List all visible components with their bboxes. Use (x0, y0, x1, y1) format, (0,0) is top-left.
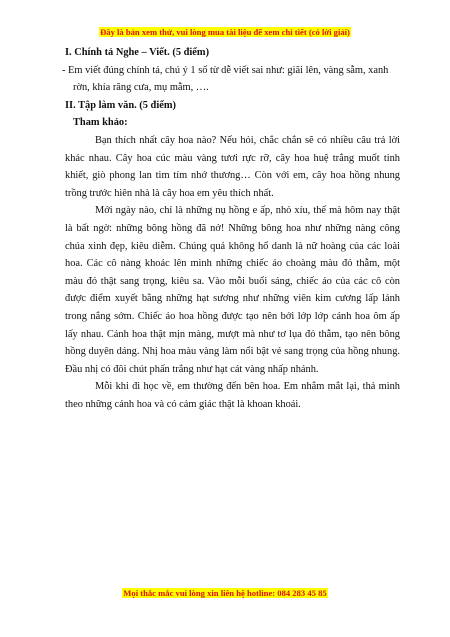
section-title-essay: II. Tập làm văn. (5 điểm) (65, 99, 176, 111)
essay-paragraph-3: Mỗi khi đi học về, em thường đến bên hoa. Em nhắm mắt lại, thả mình theo những cánh hoa và có cảm giác thật là khoan khoái. (65, 381, 400, 410)
essay-paragraph-2: Mới ngày nào, chỉ là những nụ hồng e ấp, nhỏ xíu, thế mà hôm nay thật là bất ngờ: những bông hồng đã nở! Những bông hoa như những nàng công chúa xinh đẹp, kiêu diễm. Chúng quả không hổ danh là nữ hoàng của các loài hoa. Các cô nàng khoác lên mình những chiếc áo choàng màu đỏ thẫm, một màu đỏ thật sang trọng, kiêu sa. Vào mỗi buổi sáng, chiếc áo của các cô còn được điểm xuyết bằng những hạt sương như những viên kim cương lấp lánh trong nắng sớm. Chiếc áo hoa hồng được tạo nên bởi lớp lớp cánh hoa ôm ấp lấy nhau. Cánh hoa thật mịn màng, mượt mà như tơ lụa đỏ thẫm, tạo nên bông hồng duyên dáng. Nhị hoa màu vàng làm nổi bật vẻ sang trọng của hồng nhung. Đầu nhị có đôi chút phấn trắng như hạt cát vàng nhấp nhánh. (65, 205, 400, 375)
section-title-dictation: I. Chính tả Nghe – Viết. (5 điểm) (65, 47, 210, 58)
reference-label: Tham khảo: (73, 117, 128, 129)
essay-paragraph-1: Bạn thích nhất cây hoa nào? Nếu hỏi, chắc chắn sẽ có nhiều câu trả lời khác nhau. Cây hoa cúc màu vàng tươi rực rỡ, cây hoa huệ trắng muốt tinh khiết, giò phong lan tim tím nhớ thương… Còn với em, cây hoa hồng nhung trồng trước hiên nhà là cây hoa em yêu thích nhất. (65, 134, 400, 199)
essay-body (62, 132, 400, 414)
preview-notice-banner: Đây là bản xem thử, vui lòng mua tài liệu để xem chi tiết (có lời giải) (100, 27, 350, 37)
dictation-guidance: - Em viết đúng chính tả, chú ý 1 số từ dễ viết sai như: giãi lên, vàng sẫm, xanh rờn, khía răng cưa, mụ mẫm, …. (62, 64, 389, 94)
hotline-notice-banner: Mọi thắc mắc vui lòng xin liên hệ hotline: 084 283 45 85 (123, 588, 327, 598)
document-body (62, 44, 400, 413)
